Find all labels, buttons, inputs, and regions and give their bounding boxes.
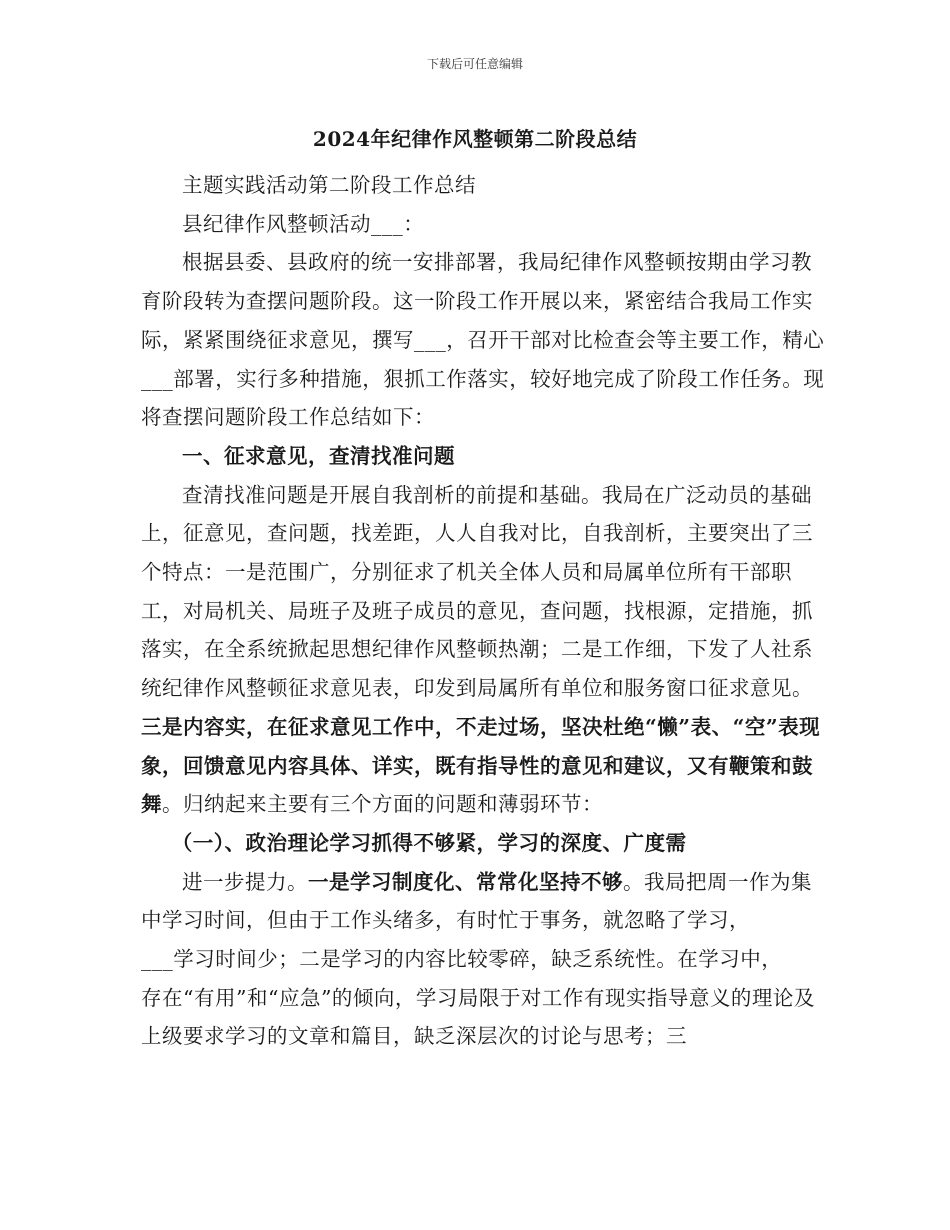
header-note: 下载后可任意编辑 bbox=[426, 57, 523, 71]
subtitle-line: 主题实践活动第二阶段工作总结 bbox=[182, 173, 476, 197]
subsection-1-cont: 进一步提力。 bbox=[182, 869, 308, 894]
document-body bbox=[141, 166, 831, 1056]
subsection-heading-1: （一）、政治理论学习抓得不够紧，学习的深度、广度需 bbox=[171, 830, 687, 855]
section-1-text-a: 查清找准问题是开展自我剖析的前提和基础。我局在广泛动员的基础上，征意见，查问题，找差距，人人自我对比，自我剖析，主要突出了三个特点：一是范围广，分别征求了机关全体人员和局属单位所有干部职工，对局机关、局班子及班子成员的意见，查问题，找根源，定措施，抓落实，在全系统掀起思想纪律作风整顿热潮；二是工作细，下发了人社系统纪律作风整顿征求意见表，印发到局属所有单位和服务窗口征求意见。 bbox=[141, 482, 813, 701]
intro-paragraph: 根据县委、县政府的统一安排部署，我局纪律作风整顿按期由学习教育阶段转为查摆问题阶段。这一阶段工作开展以来，紧密结合我局工作实际，紧紧围绕征求意见，撰写___，召开干部对比检查会等主要工作，精心___部署，实行多种措施，狠抓工作落实，较好地完成了阶段工作任务。现将查摆问题阶段工作总结如下： bbox=[141, 250, 825, 430]
subsection-1-line-c: 存在“有用”和“应急”的倾向，学习局限于对工作有现实指导意义的理论及上级要求学习的文章和篇目，缺乏深层次的讨论与思考；三 bbox=[141, 985, 815, 1049]
addressee-line: 县纪律作风整顿活动___： bbox=[182, 211, 425, 236]
document-title: 2024年纪律作风整顿第二阶段总结 bbox=[312, 127, 638, 151]
section-heading-1: 一、征求意见，查清找准问题 bbox=[182, 443, 455, 468]
section-1-text-c: 。归纳起来主要有三个方面的问题和薄弱环节： bbox=[162, 792, 603, 817]
subsection-1-paragraph bbox=[141, 863, 831, 940]
subsection-1-line-b: ___学习时间少；二是学习的内容比较零碎，缺乏系统性。在学习中， bbox=[141, 947, 783, 972]
section-1-text-bold: 三是内容实，在征求意见工作中，不走过场，坚决杜绝“懒”表、“空”表现象，回馈意见内容具体、详实，既有指导性的意见和建议，又有鞭策和鼓舞 bbox=[141, 714, 821, 817]
subsection-1-text-bold: 一是学习制度化、常常化坚持不够 bbox=[308, 869, 623, 894]
subsection-1-text-a: 。我局把周一作为集中学习时间，但由于工作头绪多，有时忙于事务，就忽略了学习， bbox=[141, 869, 812, 933]
section-1-paragraph bbox=[141, 476, 831, 824]
